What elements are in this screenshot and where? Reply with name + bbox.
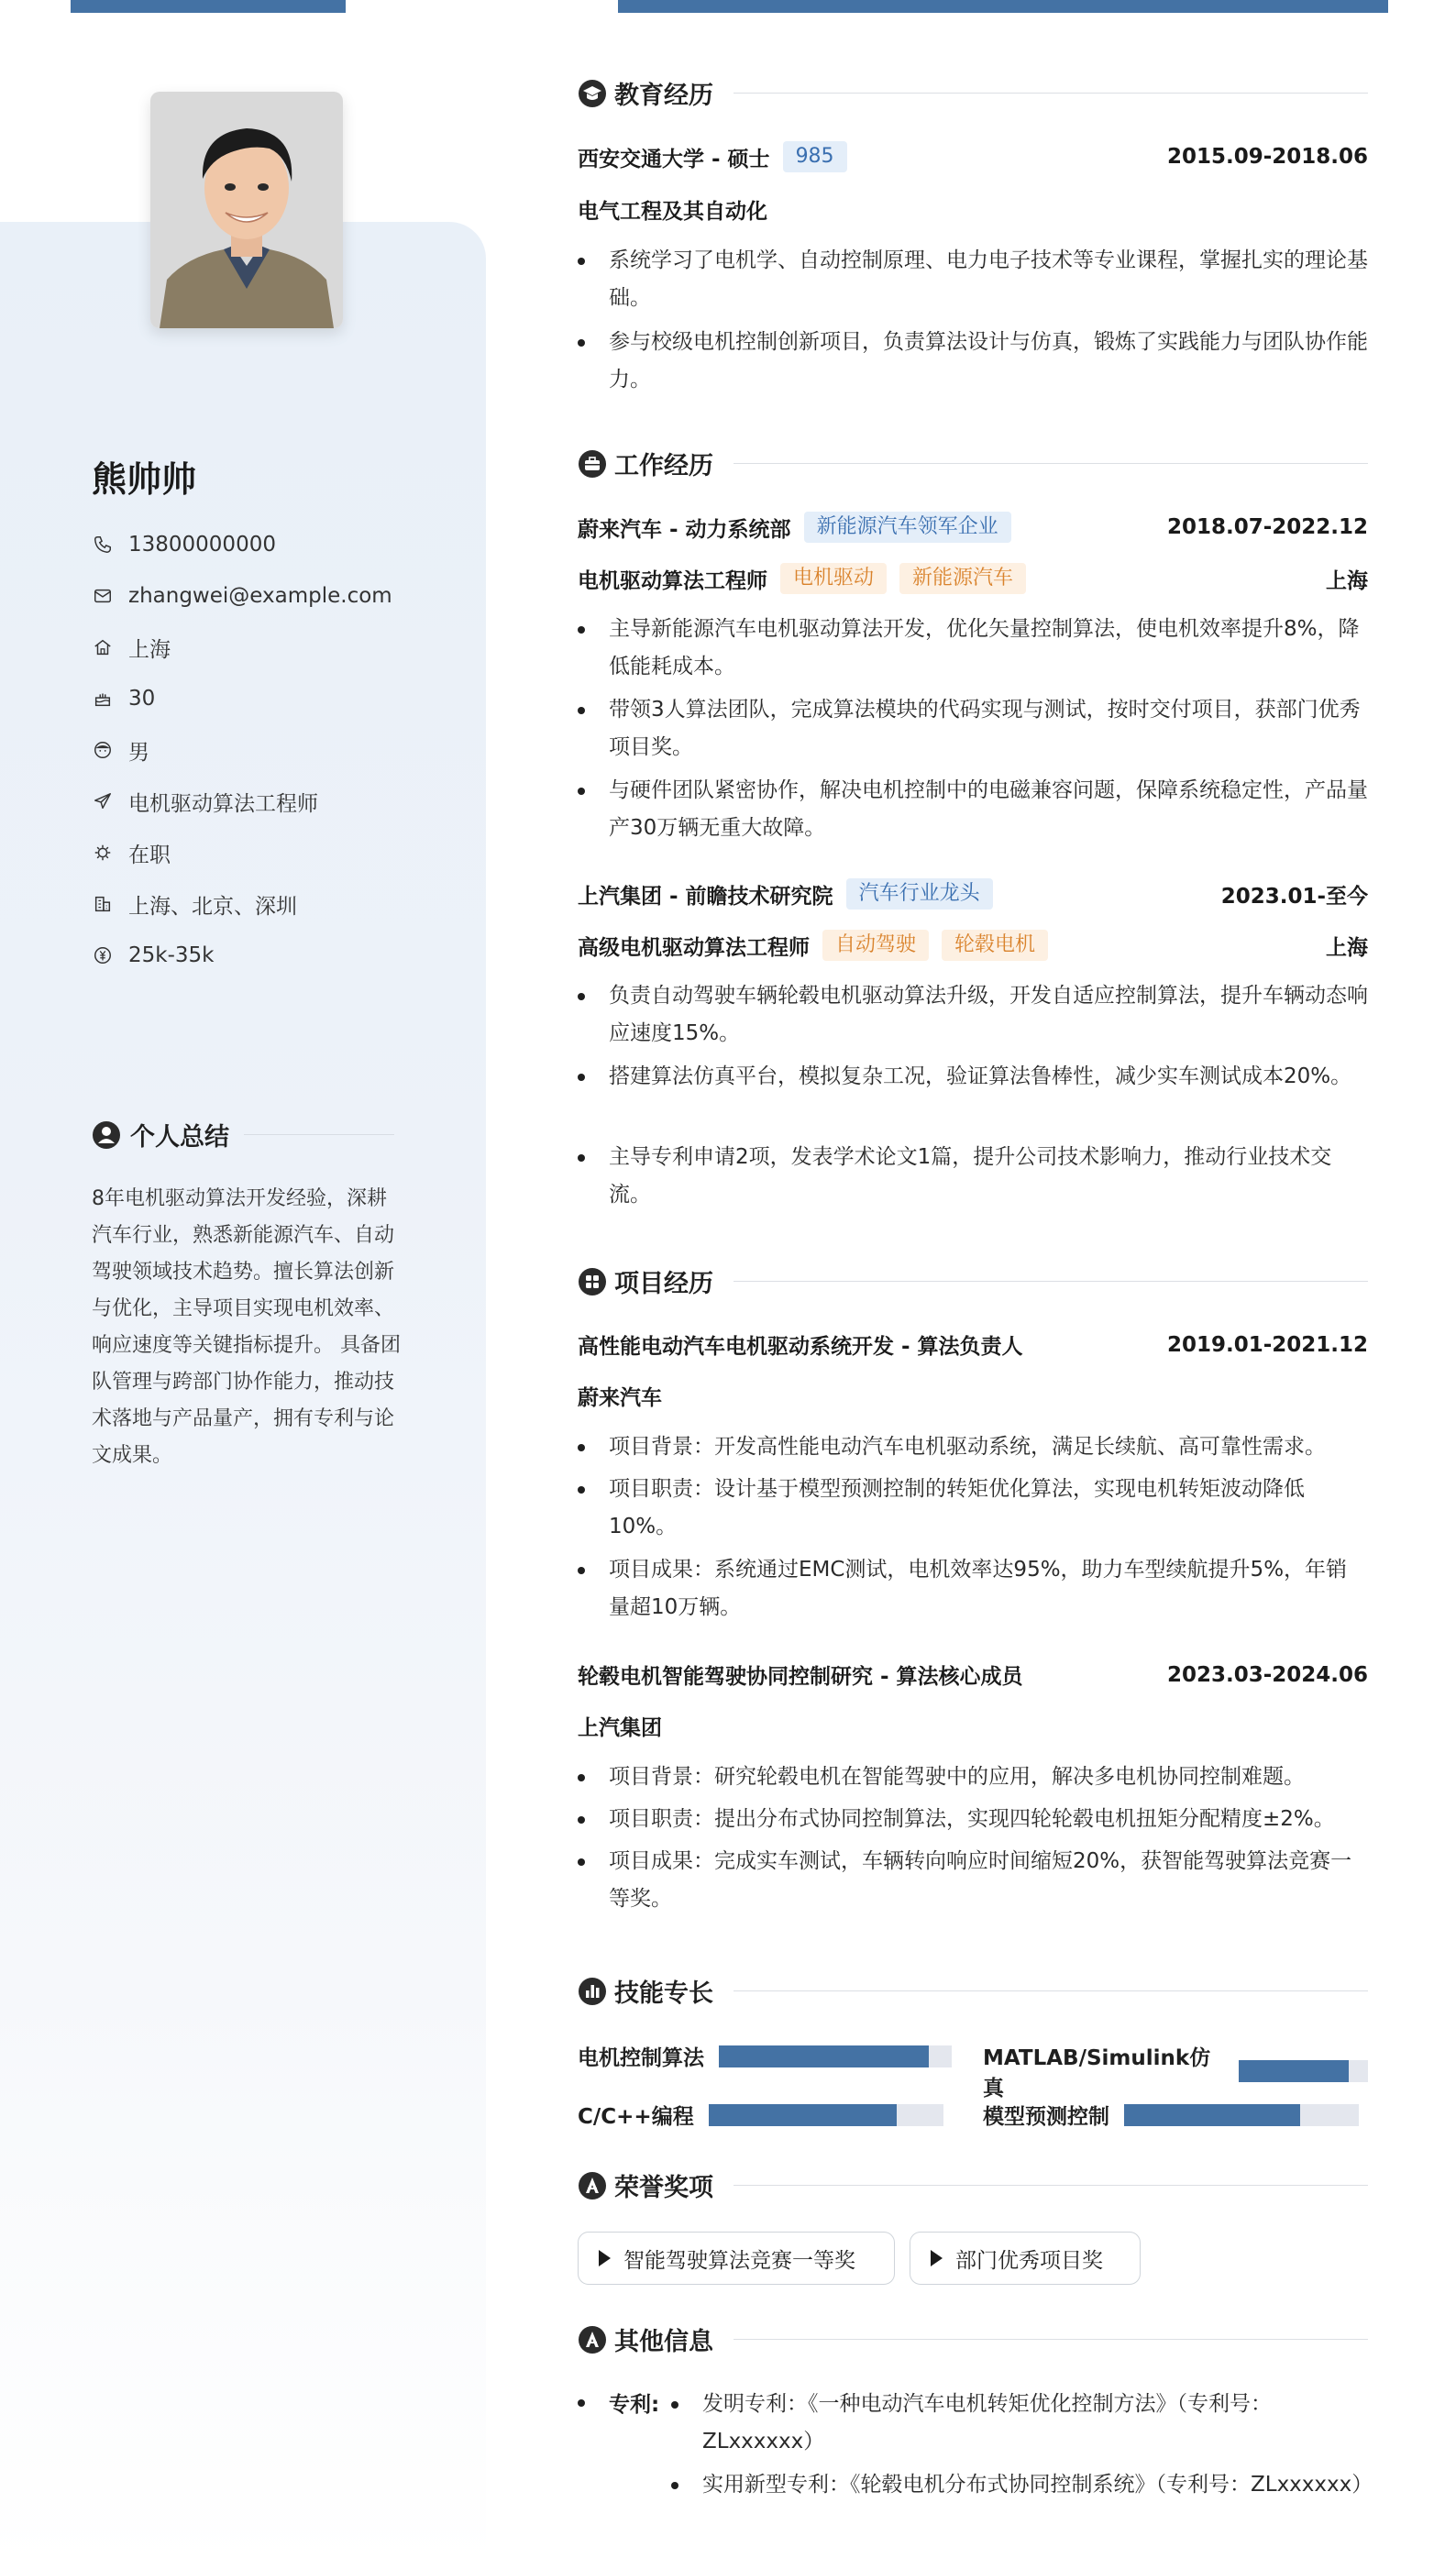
info-status bbox=[92, 827, 392, 878]
job-skill-tag: 电机驱动 bbox=[780, 563, 887, 594]
skill-name: 模型预测控制 bbox=[983, 2105, 1109, 2129]
skill-name: C/C++编程 bbox=[578, 2105, 694, 2129]
award-text: 智能驾驶算法竞赛一等奖 bbox=[623, 2248, 855, 2273]
job-role: 电机驱动算法工程师 bbox=[578, 568, 767, 593]
award-chip bbox=[910, 2232, 1141, 2285]
projects-title: 项目经历 bbox=[614, 1270, 713, 1298]
skill-item bbox=[983, 2041, 1368, 2101]
award-text: 部门优秀项目奖 bbox=[955, 2248, 1103, 2273]
work-title-rule bbox=[734, 463, 1368, 464]
education-major: 电气工程及其自动化 bbox=[578, 200, 767, 224]
job-skill-tag: 自动驾驶 bbox=[822, 930, 929, 961]
job-bullet: 与硬件团队紧密协作，解决电机控制中的电磁兼容问题，保障系统稳定性，产品量产30万辆无重大故障。 bbox=[578, 772, 1368, 847]
skill-item bbox=[578, 2100, 943, 2130]
project-org: 上汽集团 bbox=[578, 1716, 662, 1740]
job-company-tag: 汽车行业龙头 bbox=[846, 878, 993, 910]
work-section-header bbox=[578, 446, 1368, 481]
project-dates: 2019.01-2021.12 bbox=[1166, 1332, 1368, 1357]
skill-level-bar bbox=[1124, 2104, 1359, 2126]
age-text: 30 bbox=[128, 687, 156, 711]
skills-title-rule bbox=[734, 1990, 1368, 1991]
info-phone bbox=[92, 519, 392, 570]
education-school: 西安交通大学 - 硕士 bbox=[578, 147, 770, 171]
summary-title: 个人总结 bbox=[130, 1123, 229, 1152]
info-position bbox=[92, 776, 392, 827]
project-header-row bbox=[578, 1659, 1368, 1690]
job-skill-tag: 轮毂电机 bbox=[942, 930, 1048, 961]
skill-item bbox=[983, 2100, 1359, 2130]
skill-name: MATLAB/Simulink仿真 bbox=[983, 2046, 1211, 2100]
project-name: 高性能电动汽车电机驱动系统开发 - 算法负责人 bbox=[578, 1335, 1023, 1359]
job-bullet: 主导新能源汽车电机驱动算法开发，优化矢量控制算法，使电机效率提升8%，降低能耗成本。 bbox=[578, 611, 1368, 686]
other-title-rule bbox=[734, 2339, 1368, 2340]
award-chip bbox=[578, 2232, 895, 2285]
education-header-row bbox=[578, 141, 1368, 172]
other-section-header bbox=[578, 2321, 1368, 2357]
project-org-row bbox=[578, 1381, 1368, 1411]
job-bullet: 带领3人算法团队，完成算法模块的代码实现与测试，按时交付项目，获部门优秀项目奖。 bbox=[578, 691, 1368, 766]
skills-section-header bbox=[578, 1973, 1368, 2009]
send-icon bbox=[92, 790, 114, 812]
status-gear-icon bbox=[92, 842, 114, 864]
graduation-cap-icon bbox=[578, 79, 607, 108]
building-icon bbox=[92, 893, 114, 915]
info-award-icon bbox=[578, 2325, 607, 2354]
project-bullet: 项目背景：开发高性能电动汽车电机驱动系统，满足长续航、高可靠性需求。 bbox=[578, 1428, 1368, 1466]
job-role: 高级电机驱动算法工程师 bbox=[578, 935, 810, 960]
project-name: 轮毂电机智能驾驶协同控制研究 - 算法核心成员 bbox=[578, 1665, 1023, 1689]
education-title-rule bbox=[734, 93, 1368, 94]
project-bullet: 项目职责：设计基于模型预测控制的转矩优化算法，实现电机转矩波动降低10%。 bbox=[578, 1471, 1368, 1546]
job-header-row bbox=[578, 512, 1368, 543]
project-org-row bbox=[578, 1711, 1368, 1741]
info-city bbox=[92, 622, 392, 673]
job-role-row bbox=[578, 563, 1368, 594]
candidate-name: 熊帅帅 bbox=[92, 459, 197, 500]
job-location: 上海 bbox=[1326, 568, 1368, 593]
work-title: 工作经历 bbox=[614, 452, 713, 480]
info-salary bbox=[92, 930, 392, 981]
project-bullet: 项目成果：完成实车测试，车辆转向响应时间缩短20%，获智能驾驶算法竞赛一等奖。 bbox=[578, 1843, 1368, 1918]
awards-section-header bbox=[578, 2167, 1368, 2203]
job-bullet: 负责自动驾驶车辆轮毂电机驱动算法升级，开发自适应控制算法，提升车辆动态响应速度15%。 bbox=[578, 977, 1368, 1053]
skill-level-fill bbox=[1239, 2060, 1349, 2082]
briefcase-icon bbox=[578, 449, 607, 479]
education-section-header bbox=[578, 75, 1368, 111]
project-org: 蔚来汽车 bbox=[578, 1386, 662, 1410]
job-header-row bbox=[578, 878, 1368, 910]
user-circle-icon bbox=[92, 1120, 121, 1150]
job-skill-tag: 新能源汽车 bbox=[899, 563, 1026, 594]
top-accent-bar-left bbox=[71, 0, 346, 13]
education-dates: 2015.09-2018.06 bbox=[1166, 145, 1368, 169]
city-text: 上海 bbox=[128, 637, 171, 662]
job-company: 蔚来汽车 - 动力系统部 bbox=[578, 517, 791, 542]
job-company-tag: 新能源汽车领军企业 bbox=[804, 512, 1011, 543]
patent-text: 实用新型专利：《轮毂电机分布式协同控制系统》（专利号：ZLxxxxxx） bbox=[702, 2473, 1373, 2497]
patent-text: 发明专利：《一种电动汽车电机转矩优化控制方法》（专利号：ZLxxxxxx） bbox=[702, 2392, 1272, 2453]
education-title: 教育经历 bbox=[614, 82, 713, 110]
home-icon bbox=[92, 636, 114, 658]
profile-photo bbox=[150, 92, 343, 328]
patents-label-text: 专利: bbox=[609, 2393, 660, 2417]
job-location: 上海 bbox=[1326, 935, 1368, 960]
patent-item bbox=[671, 2386, 1368, 2461]
project-bullet: 项目背景：研究轮毂电机在智能驾驶中的应用，解决多电机协同控制难题。 bbox=[578, 1759, 1368, 1796]
awards-title: 荣誉奖项 bbox=[614, 2174, 713, 2202]
job-role-row bbox=[578, 930, 1368, 961]
projects-section-header bbox=[578, 1263, 1368, 1299]
patents-label bbox=[578, 2387, 659, 2418]
education-major-row bbox=[578, 194, 1368, 225]
education-tag: 985 bbox=[783, 141, 847, 172]
skill-level-bar bbox=[719, 2045, 952, 2067]
education-bullet: 参与校级电机控制创新项目，负责算法设计与仿真，锻炼了实践能力与团队协作能力。 bbox=[578, 324, 1368, 399]
education-bullet: 系统学习了电机学、自动控制原理、电力电子技术等专业课程，掌握扎实的理论基础。 bbox=[578, 242, 1368, 317]
skill-level-fill bbox=[709, 2104, 897, 2126]
awards-title-rule bbox=[734, 2185, 1368, 2186]
skill-level-bar bbox=[1239, 2060, 1368, 2082]
project-dates: 2023.03-2024.06 bbox=[1166, 1662, 1368, 1687]
skill-level-bar bbox=[709, 2104, 943, 2126]
play-triangle-icon bbox=[931, 2250, 943, 2266]
info-preferred-cities bbox=[92, 878, 392, 930]
job-company: 上汽集团 - 前瞻技术研究院 bbox=[578, 884, 833, 909]
summary-text: 8年电机驱动算法开发经验，深耕汽车行业，熟悉新能源汽车、自动驾驶领域技术趋势。擅长算法创新与优化，主导项目实现电机效率、响应速度等关键指标提升。 具备团队管理与跨部门协作能力，推动技术落地与产品量产，拥有专利与论文成果。 bbox=[92, 1187, 401, 1467]
contact-info-list bbox=[92, 519, 392, 981]
avatar-illustration bbox=[150, 92, 343, 328]
other-title: 其他信息 bbox=[614, 2328, 713, 2356]
patents-bullet-dot bbox=[578, 2399, 585, 2407]
skill-name: 电机控制算法 bbox=[578, 2046, 704, 2070]
bar-chart-icon bbox=[578, 1977, 607, 2006]
skill-level-fill bbox=[719, 2045, 929, 2067]
award-icon bbox=[578, 2171, 607, 2200]
skill-level-fill bbox=[1124, 2104, 1300, 2126]
info-gender bbox=[92, 724, 392, 776]
summary-section-header bbox=[92, 1117, 394, 1152]
job-dates: 2023.01-至今 bbox=[1220, 884, 1368, 909]
phone-text: 13800000000 bbox=[128, 533, 276, 557]
project-bullet: 项目职责：提出分布式协同控制算法，实现四轮轮毂电机扭矩分配精度±2%。 bbox=[578, 1801, 1368, 1838]
grid-icon bbox=[578, 1267, 607, 1296]
job-bullet: 搭建算法仿真平台，模拟复杂工况，验证算法鲁棒性，减少实车测试成本20%。 bbox=[578, 1058, 1368, 1096]
patent-item bbox=[671, 2466, 1373, 2504]
position-text: 电机驱动算法工程师 bbox=[128, 791, 318, 816]
project-bullet: 项目成果：系统通过EMC测试，电机效率达95%，助力车型续航提升5%，年销量超10万辆。 bbox=[578, 1551, 1368, 1626]
email-text: zhangwei@example.com bbox=[128, 584, 392, 608]
info-email bbox=[92, 570, 392, 622]
skill-item bbox=[578, 2041, 952, 2071]
cake-icon bbox=[92, 688, 114, 710]
play-triangle-icon bbox=[599, 2250, 611, 2266]
job-dates: 2018.07-2022.12 bbox=[1166, 515, 1368, 539]
project-header-row bbox=[578, 1329, 1368, 1360]
coin-icon bbox=[92, 944, 114, 966]
info-age bbox=[92, 673, 392, 724]
mail-icon bbox=[92, 585, 114, 607]
projects-title-rule bbox=[734, 1281, 1368, 1282]
phone-icon bbox=[92, 534, 114, 556]
user-face-icon bbox=[92, 739, 114, 761]
summary-title-rule bbox=[244, 1134, 394, 1135]
top-accent-bar-right bbox=[618, 0, 1388, 13]
status-text: 在职 bbox=[128, 843, 171, 867]
job-bullet: 主导专利申请2项，发表学术论文1篇，提升公司技术影响力，推动行业技术交流。 bbox=[578, 1139, 1368, 1214]
skills-title: 技能专长 bbox=[614, 1979, 713, 2008]
gender-text: 男 bbox=[128, 740, 149, 765]
preferred-cities-text: 上海、北京、深圳 bbox=[128, 894, 297, 919]
salary-text: 25k-35k bbox=[128, 943, 215, 967]
